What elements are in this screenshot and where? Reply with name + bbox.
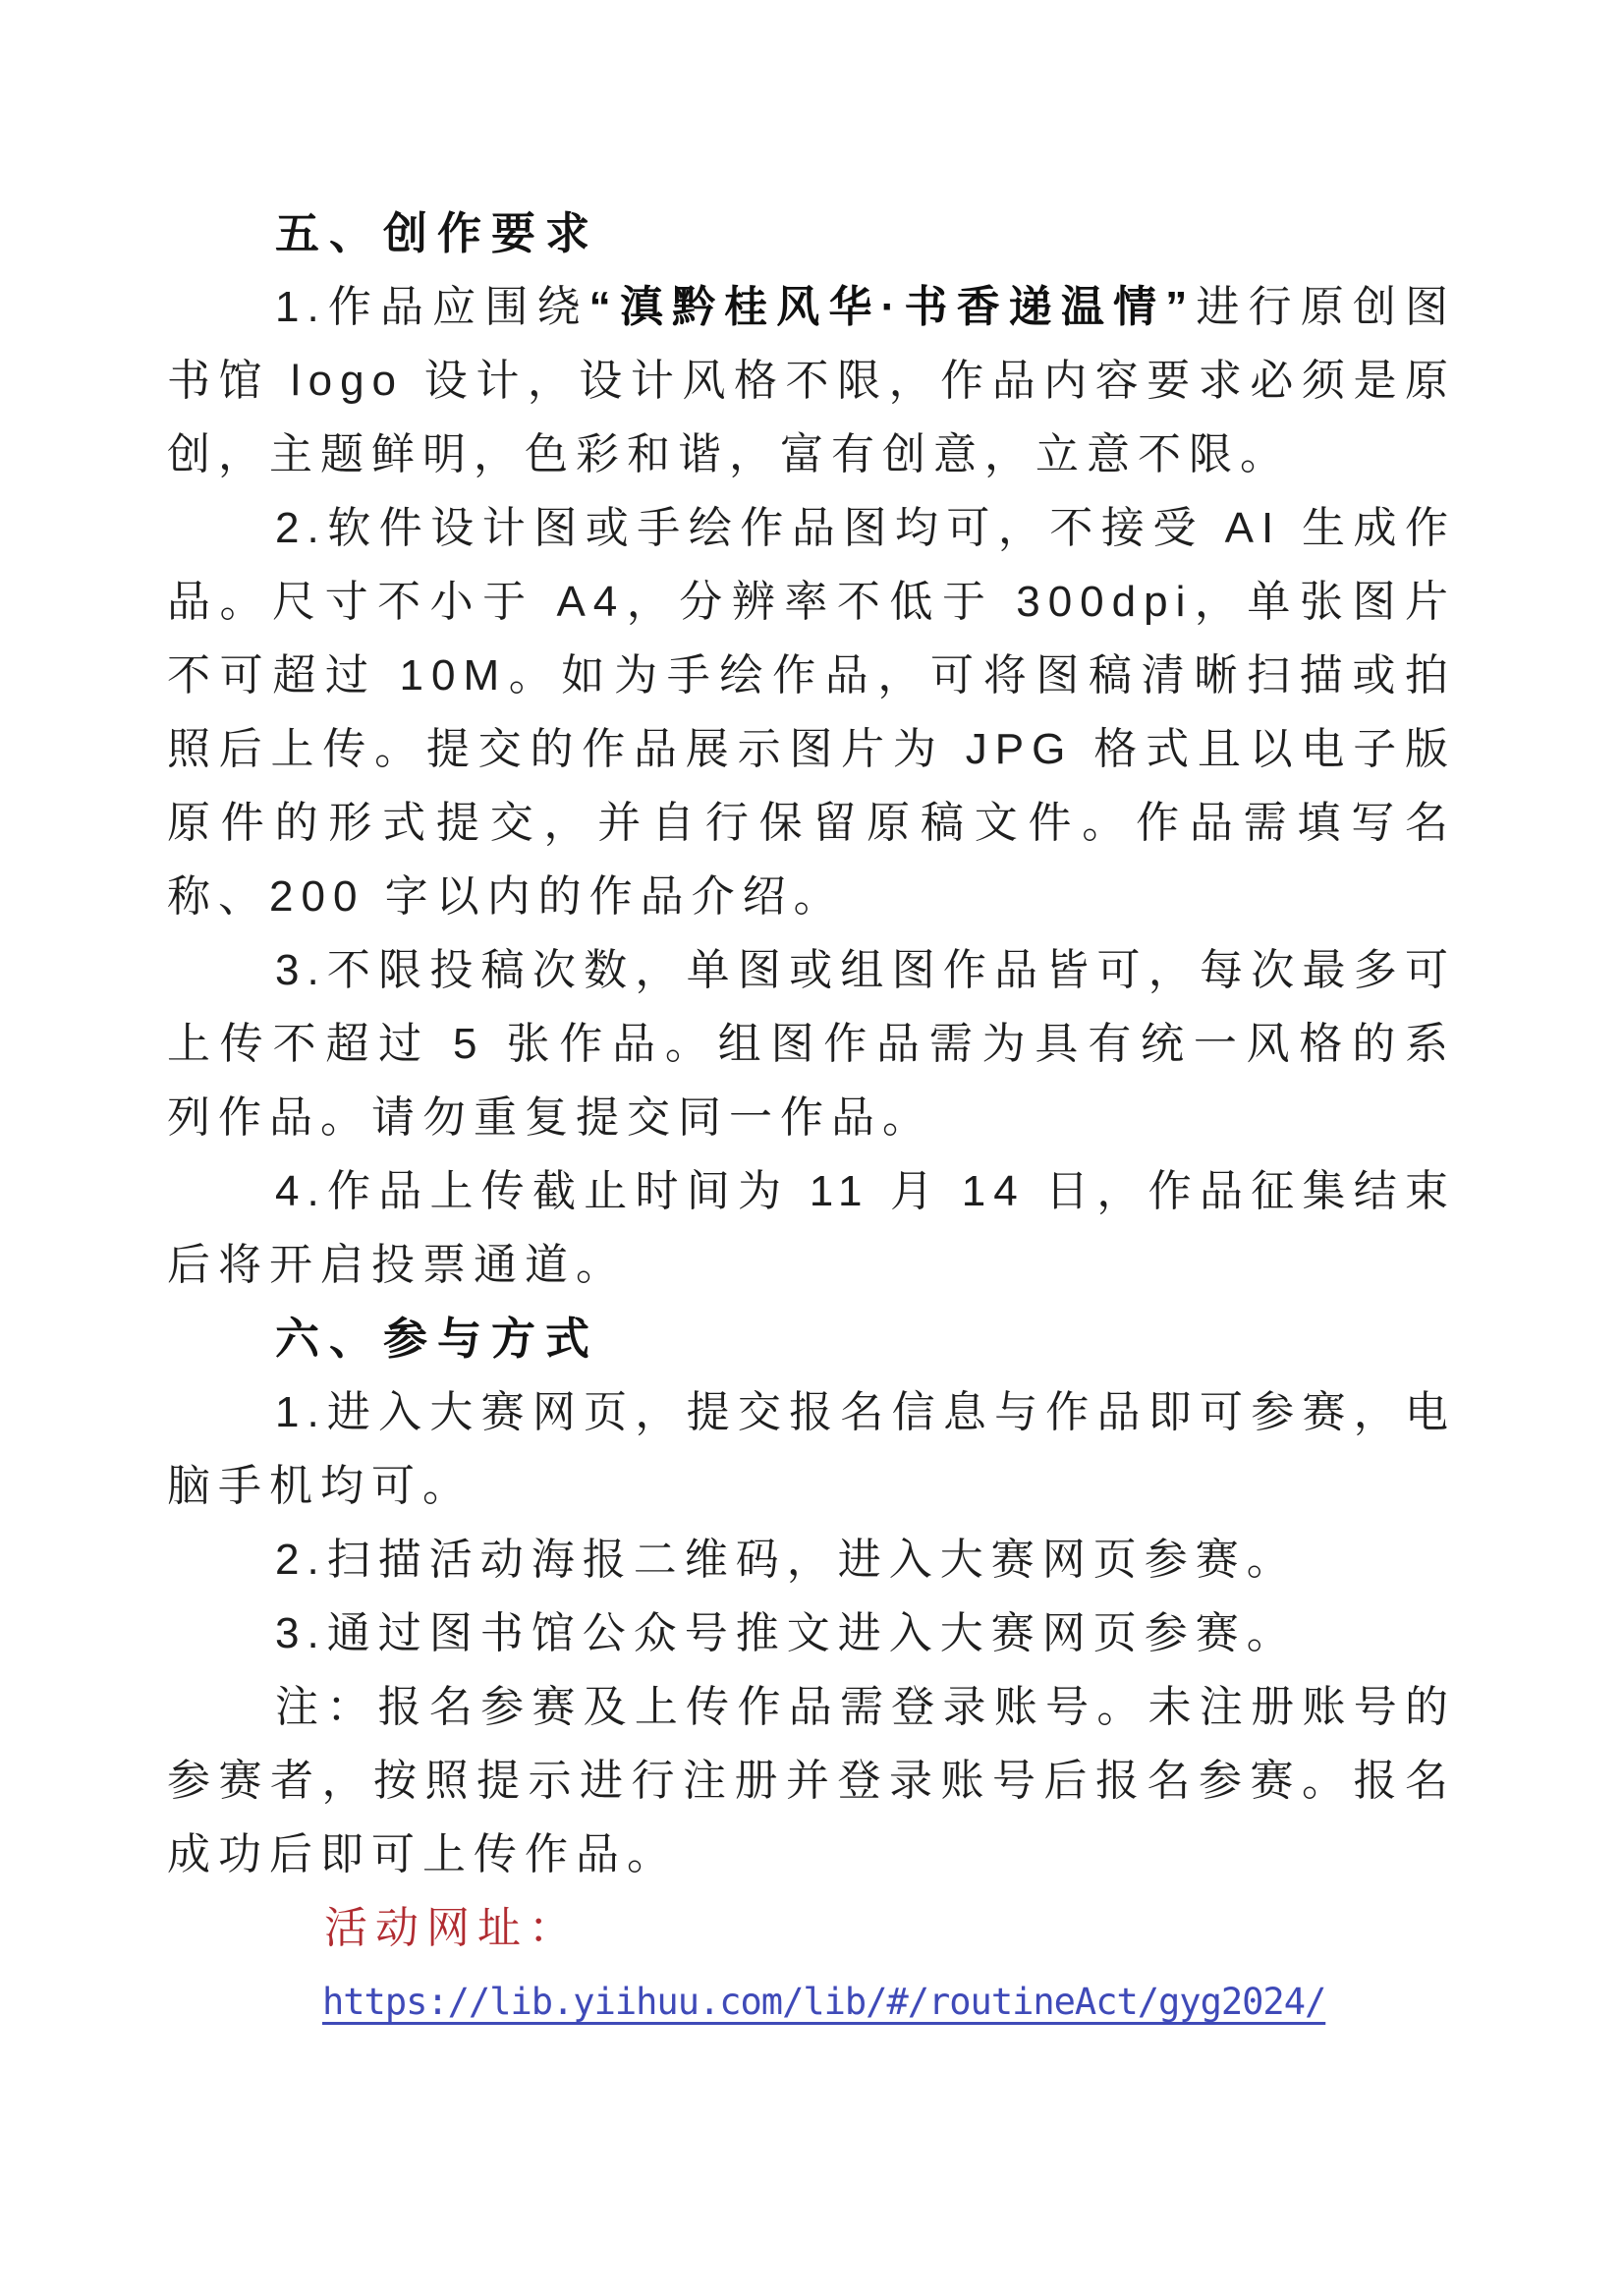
contest-theme-title: “滇黔桂风华·书香递温情” [588,283,1196,331]
paragraph-requirement-4: 4.作品上传截止时间为 11 月 14 日，作品征集结束后将开启投票通道。 [167,1167,1456,1289]
activity-url-link[interactable]: https://lib.yiihuu.com/lib/#/routineAct/gyg2024/ [322,1981,1326,2023]
activity-url-row [167,1965,1456,2046]
requirement-1-suffix: 进行原创图书馆 logo 设计，设计风格不限，作品内容要求必须是原创，主题鲜明，色彩和谐，富有创意，立意不限。 [167,283,1457,478]
requirement-1-prefix: 1.作品应围绕 [275,283,589,331]
section-heading-participation: 六、参与方式 [275,1314,600,1364]
paragraph-requirement-2: 2.软件设计图或手绘作品图均可，不接受 AI 生成作品。尺寸不小于 A4，分辨率不低于 300dpi，单张图片不可超过 10M。如为手绘作品，可将图稿清晰扫描或拍照后上传。提交的作品展示图片为 JPG 格式且以电子版原件的形式提交，并自行保留原稿文件。作品需填写名称、200 字以内的作品介绍。 [167,504,1456,921]
paragraph-requirement-3: 3.不限投稿次数，单图或组图作品皆可，每次最多可上传不超过 5 张作品。组图作品需为具有统一风格的系列作品。请勿重复提交同一作品。 [167,946,1456,1142]
paragraph-participation-note: 注：报名参赛及上传作品需登录账号。未注册账号的参赛者，按照提示进行注册并登录账号后报名参赛。报名成功后即可上传作品。 [167,1683,1456,1878]
paragraph-requirement-1 [167,270,1456,491]
activity-url-label: 活动网址： [324,1904,580,1952]
paragraph-participation-3: 3.通过图书馆公众号推文进入大赛网页参赛。 [275,1609,1298,1657]
document-page [167,196,1456,2046]
section-heading-creation-requirements: 五、创作要求 [275,208,600,258]
paragraph-participation-1: 1.进入大赛网页，提交报名信息与作品即可参赛，电脑手机均可。 [167,1388,1456,1510]
paragraph-participation-2: 2.扫描活动海报二维码，进入大赛网页参赛。 [275,1536,1298,1584]
